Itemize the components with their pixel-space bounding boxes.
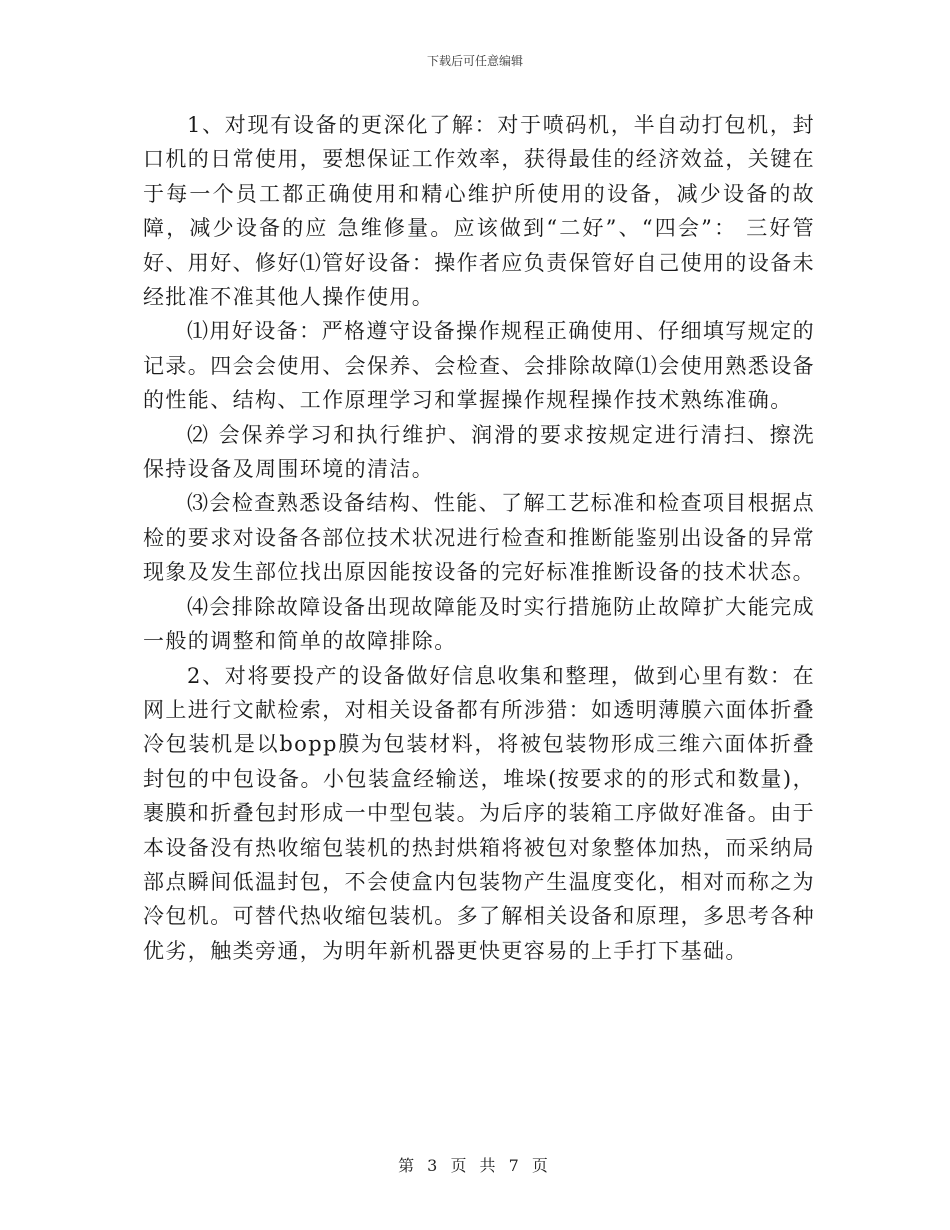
- paragraph-2: ⑴用好设备：严格遵守设备操作规程正确使用、仔细填写规定的记录。四会会使用、会保养、会检查、会排除故障⑴会使用熟悉设备的性能、结构、工作原理学习和掌握操作规程操作技术熟练准确。: [143, 319, 815, 413]
- paragraph-1: 1、对现有设备的更深化了解：对于喷码机，半自动打包机，封口机的日常使用，要想保证工作效率，获得最佳的经济效益，关键在于每一个员工都正确使用和精心维护所使用的设备，减少设备的故障，减少设备的应 急维修量。应该做到“二好”、“四会”： 三好管好、用好、修好⑴管好设备：操作者应负责保管好自己使用的设备未经批准不准其他人操作使用。: [143, 113, 815, 310]
- document-body: [143, 108, 815, 968]
- paragraph-6: 2、对将要投产的设备做好信息收集和整理，做到心里有数：在网上进行文献检索，对相关设备都有所涉猎：如透明薄膜六面体折叠冷包装机是以bopp膜为包装材料，将被包装物形成三维六面体折叠封包的中包设备。小包装盒经输送，堆垛(按要求的的形式和数量)，裹膜和折叠包封形成一中型包装。为后序的装箱工序做好准备。由于本设备没有热收缩包装机的热封烘箱将被包对象整体加热，而采纳局部点瞬间低温封包，不会使盒内包装物产生温度变化，相对而称之为冷包机。可替代热收缩包装机。多了解相关设备和原理，多思考各种优劣，触类旁通，为明年新机器更快更容易的上手打下基础。: [143, 663, 815, 963]
- paragraph-5: ⑷会排除故障设备出现故障能及时实行措施防止故障扩大能完成一般的调整和简单的故障排除。: [143, 594, 815, 654]
- page-number: 第 3 页 共 7 页: [398, 1156, 552, 1175]
- paragraph-4: ⑶会检查熟悉设备结构、性能、了解工艺标准和检查项目根据点检的要求对设备各部位技术状况进行检查和推断能鉴别出设备的异常现象及发生部位找出原因能按设备的完好标准推断设备的技术状态。: [143, 491, 815, 585]
- page-header: 下载后可任意编辑: [426, 54, 523, 68]
- paragraph-3: ⑵ 会保养学习和执行维护、润滑的要求按规定进行清扫、擦洗保持设备及周围环境的清洁。: [143, 422, 815, 482]
